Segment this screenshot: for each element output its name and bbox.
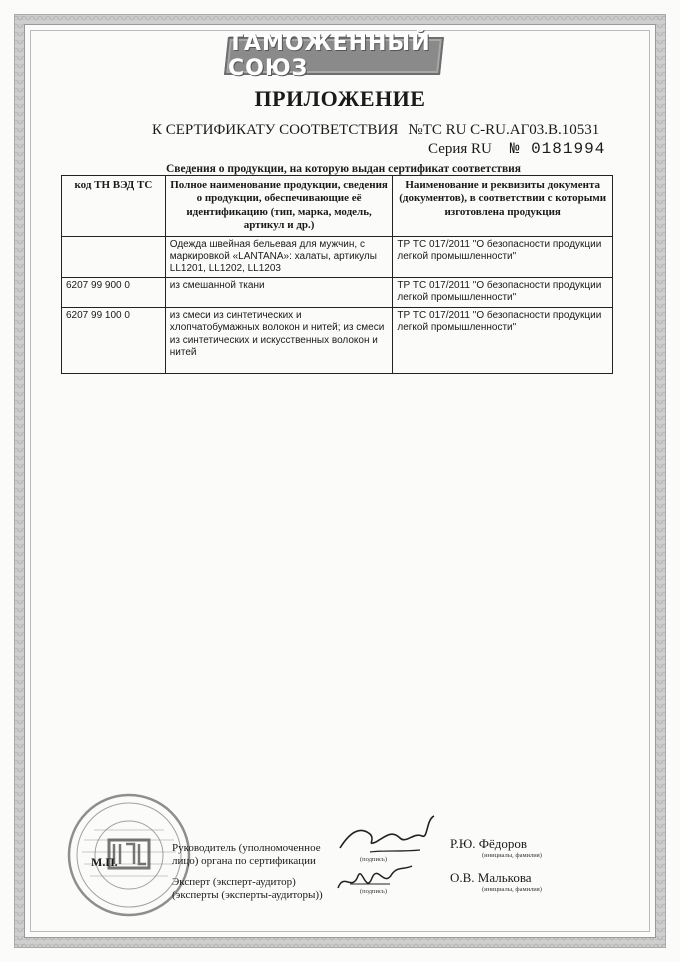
cell-product: из смеси из синтетических и хлопчатобумажных волокон и нитей; из смеси из синтетических и искусственных волокон и нитей — [165, 308, 393, 374]
customs-union-logo — [224, 31, 444, 81]
logo-text: ТАМОЖЕННЫЙ СОЮЗ — [228, 31, 431, 81]
cell-code: 6207 99 900 0 — [62, 278, 166, 308]
expert-name-caption: (инициалы, фамилия) — [482, 886, 542, 893]
product-table — [61, 175, 613, 374]
expert-sign-caption: (подпись) — [360, 888, 387, 895]
certificate-reference — [152, 122, 599, 139]
cell-product: Одежда швейная бельевая для мужчин, с маркировкой «LANTANA»: халаты, артикулы LL1201, LL1202, LL1203 — [165, 236, 393, 278]
header-code: код ТН ВЭД ТС — [62, 176, 166, 237]
head-label-line-1: Руководитель (уполномоченное — [172, 842, 321, 854]
series-number: № 0181994 — [509, 140, 606, 158]
head-signature — [330, 812, 440, 860]
head-sign-caption: (подпись) — [360, 856, 387, 863]
head-signatory-label — [172, 842, 321, 867]
table-caption: Сведения о продукции, на которую выдан сертификат соответствия — [166, 163, 522, 175]
cell-code — [62, 236, 166, 278]
header-product: Полное наименование продукции, сведения о продукции, обеспечивающие её идентификацию (тип, марка, модель, артикул и др.) — [165, 176, 393, 237]
cell-document: ТР ТС 017/2011 "О безопасности продукции легкой промышленности" — [393, 308, 613, 374]
expert-name: О.В. Малькова — [450, 870, 532, 885]
page-title: ПРИЛОЖЕНИЕ — [254, 86, 426, 111]
expert-label-line-2: (эксперты (эксперты-аудиторы)) — [172, 888, 323, 901]
cell-code: 6207 99 100 0 — [62, 308, 166, 374]
cell-document: ТР ТС 017/2011 "О безопасности продукции легкой промышленности" — [393, 278, 613, 308]
certificate-number: №ТС RU C-RU.АГ03.В.10531 — [408, 122, 600, 138]
head-name: Р.Ю. Фёдоров — [450, 836, 528, 851]
series-line — [428, 140, 605, 158]
table-row — [62, 278, 613, 308]
table-row — [62, 236, 613, 278]
expert-signatory-label — [172, 876, 323, 901]
expert-label-line-1: Эксперт (эксперт-аудитор) — [172, 876, 296, 888]
cell-document: ТР ТС 017/2011 "О безопасности продукции легкой промышленности" — [393, 236, 613, 278]
cell-product: из смешанной ткани — [165, 278, 393, 308]
head-name-caption: (инициалы, фамилия) — [482, 852, 542, 859]
series-label: Серия RU — [428, 141, 492, 157]
head-label-line-2: лицо) органа по сертификации — [172, 854, 316, 867]
header-document: Наименование и реквизиты документа (документов), в соответствии с которыми изготовлена продукция — [393, 176, 613, 237]
certificate-prefix: К СЕРТИФИКАТУ СООТВЕТСТВИЯ — [152, 122, 399, 138]
table-header-row — [62, 176, 613, 237]
table-row — [62, 308, 613, 374]
seal-label: М.П. — [91, 855, 118, 869]
